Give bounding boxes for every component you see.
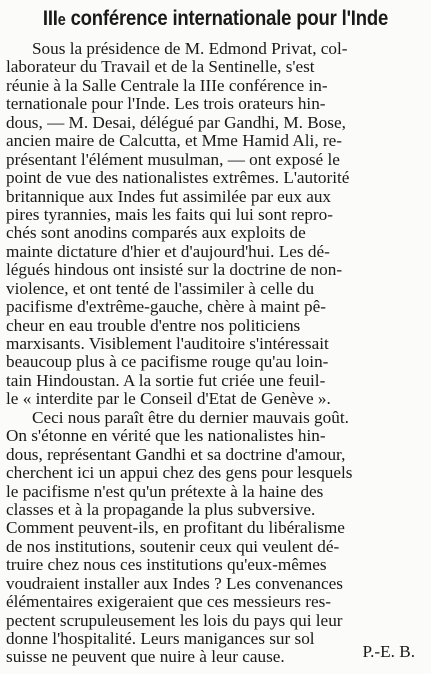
body-line: truire chez nous ces institutions qu'eux-mêmes xyxy=(6,556,327,575)
body-line: cherchent ici un appui chez des gens pour lesquels xyxy=(6,464,353,483)
body-line: pacifisme d'extrême-gauche, chère à maint pê- xyxy=(6,298,326,317)
body-line: donne l'hospitalité. Leurs manigances sur sol xyxy=(6,630,315,648)
body-line: mainte dictature d'hier et d'aujourd'hui. Les dé- xyxy=(6,242,330,261)
author-signature: P.-E. B. xyxy=(362,642,415,661)
body-line: tain Hindoustan. A la sortie fut criée une feuil- xyxy=(6,371,326,390)
body-line: marxisants. Visiblement l'auditoire s'intéressait xyxy=(6,335,329,353)
article-headline xyxy=(30,5,401,33)
body-line: le « interdite par le Conseil d'Etat de Genève ». xyxy=(6,390,331,409)
headline-ordinal-suffix: e xyxy=(57,10,66,29)
headline-ordinal: III xyxy=(42,6,58,30)
body-line: laborateur du Travail et de la Sentinelle, s'est xyxy=(6,58,315,77)
body-line: classes et à la propagande la plus subversive. xyxy=(6,500,316,519)
body-line: On s'étonne en vérité que les nationalistes hin- xyxy=(6,427,326,446)
body-line: Comment peuvent-ils, en profitant du libéralisme xyxy=(6,519,345,538)
body-line: dous, — M. Desai, délégué par Gandhi, M. Bose, xyxy=(6,113,346,132)
body-line: ternationale pour l'Inde. Les trois orateurs hin- xyxy=(6,95,326,114)
body-line: suisse ne peuvent que nuire à leur cause. xyxy=(6,648,285,667)
body-line: violence, et ont tenté de l'assimiler à celle du xyxy=(6,279,315,298)
body-line: beaucoup plus à ce pacifisme rouge qu'au loin- xyxy=(6,353,329,372)
body-line: ancien maire de Calcutta, et Mme Hamid Ali, re- xyxy=(6,132,342,151)
body-line: britannique aux Indes fut assimilée par eux aux xyxy=(6,187,332,206)
body-line: dous, représentant Gandhi et sa doctrine d'amour, xyxy=(6,445,346,464)
body-line: voudraient installer aux Indes ? Les convenances xyxy=(6,574,343,593)
body-line: légués hindous ont insisté sur la doctrine de non- xyxy=(6,261,343,280)
body-line: pires tyrannies, mais les faits qui lui sont repro- xyxy=(6,205,333,224)
body-line: de nos institutions, soutenir ceux qui veulent dé- xyxy=(6,537,340,556)
body-line: Ceci nous paraît être du dernier mauvais goût. xyxy=(32,408,349,427)
body-line: élémentaires exigeraient que ces messieurs res- xyxy=(6,593,331,612)
body-line: le pacifisme n'est qu'un prétexte à la haine des xyxy=(6,482,324,501)
body-line: point de vue des nationalistes extrêmes. L'autorité xyxy=(6,169,350,188)
body-line: Sous la présidence de M. Edmond Privat, col- xyxy=(32,40,348,58)
body-line: présentant l'élément musulman, — ont exposé le xyxy=(6,150,340,169)
body-line: chés sont anodins comparés aux exploits de xyxy=(6,224,306,243)
body-line: réunie à la Salle Centrale la IIIe conférence in- xyxy=(6,76,328,95)
headline-text: conférence internationale pour l'Inde xyxy=(65,6,389,30)
article-body xyxy=(6,40,426,667)
body-line: cheur en eau trouble d'entre nos politiciens xyxy=(6,316,301,335)
body-line: pectent scrupuleusement les lois du pays qui leur xyxy=(6,611,343,630)
